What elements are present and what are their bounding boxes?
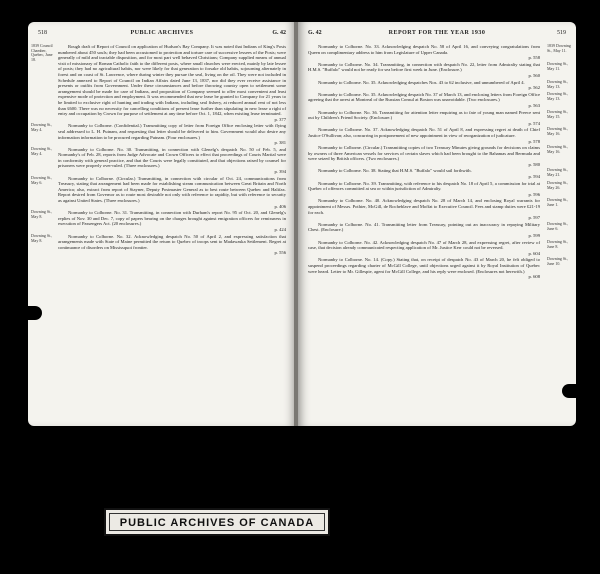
entry-margin-note: Downing St., June 6. — [547, 221, 569, 231]
entry-text: Normanby to Colborne. (Confidential.) Transmitting copy of letter from Foreign Office enclosing letter with flying seal addressed to L. H. Putnam, and requesting that letter should be delivered to him. Government would also desire any information information to be procured regarding Putnam. (Four enclosures.) — [58, 123, 286, 140]
binding-hole — [562, 384, 576, 398]
archive-entry — [308, 80, 540, 91]
archive-entry — [308, 145, 540, 167]
entry-page-ref: p. 562 — [528, 85, 540, 91]
entry-margin-note: Downing St., May 4. — [31, 146, 53, 156]
entry-text: Normanby to Colborne. No. 37. Acknowledging despatch No. 51 of April 8, and expressing regret at death of Chief Justice O'Sullivan; also, concurring in postponement of new appointment in view of reorganization of judicature. — [308, 127, 540, 138]
entry-page-ref: p. 578 — [528, 138, 540, 144]
entry-margin-note: Downing St., May 15. — [547, 109, 569, 119]
archive-entry — [58, 210, 286, 232]
archive-entry — [308, 62, 540, 79]
entry-margin-note: Downing St., May 16. — [547, 144, 569, 154]
entry-page-ref: p. 599 — [528, 233, 540, 238]
archive-entry — [58, 44, 286, 122]
book-spread — [28, 22, 576, 426]
entry-margin-note: 1839 Downing St., May 11. — [547, 43, 571, 53]
entry-text: Normanby to Colborne. (Circular.) Transmitting, in connection with circular of Oct. 24, communications from Treasury, stating that arrangement had been made for establishing steam communication between Great Britain and North America; also, extract from report of Stayner, Deputy Postmaster General as to best route between Quebec and Halifax. Report desired from Governor as to route most desirable not only with reference to rapidity, but with reference to security as against United States. (Three enclosures.) — [58, 175, 286, 204]
archive-entry — [308, 92, 540, 109]
entry-page-ref: p. 556 — [274, 250, 286, 256]
binding-hole — [28, 306, 42, 320]
entry-text: Normanby to Colborne. No. 38. Stating that H.M.S. "Buffalo" would sail forthwith. — [318, 168, 472, 174]
entry-margin-note: Downing St., May 4. — [31, 122, 53, 132]
entry-text: Normanby to Colborne. No. 32. Acknowledging despatch No. 50 of April 2, and expressing satisfaction that arrangements made with State of Maine permitted the return to Quebec of troops sent to Madawaska Settlement. Regret at continuance of disorders on Mississquoi frontier. — [58, 233, 286, 250]
entry-margin-note: Downing St., May 21. — [547, 167, 569, 177]
entry-margin-note: Downing St., June 1. — [547, 197, 569, 207]
entry-margin-note: Downing St., May 16. — [547, 126, 569, 136]
entry-page-ref: p. 580 — [528, 161, 540, 167]
archive-entry — [308, 44, 540, 61]
entry-text: Normanby to Colborne. No. 30. Transmitting, in connection with Glenelg's despatch No. 50 of Feb. 5, and Normanby's of Feb. 28, reports from Judge Advocate and Crown Officers to effect that proceedings of Courts Martial were in conformity with general practice, and that the Courts were legally constituted, and that objections raised by counsel for prisoners were properly over-ruled. (Three enclosures.) — [58, 146, 286, 169]
entry-page-ref: p. 377 — [274, 116, 286, 122]
left-page-number: 518 — [38, 30, 47, 36]
entry-page-ref: p. 424 — [274, 227, 286, 232]
right-running-title: REPORT FOR THE YEAR 1930 — [388, 30, 486, 36]
archive-entry — [308, 110, 540, 127]
entry-text: Normanby to Colborne. No. 39. Transmitting, with reference to his despatch No. 18 of April 5, a commission for trial at Quebec of offences committed at sea or within jurisdiction of Admiralty. — [308, 180, 540, 192]
entry-page-ref: p. 594 — [528, 174, 540, 180]
entry-text: Normanby to Colborne. No. 41. Transmitting letter from Treasury, pointing out an inaccuracy in repaying Military Chest. (Enclosure.) — [308, 221, 540, 233]
entry-margin-note: Downing St., May 13. — [547, 79, 569, 89]
entry-text: Normanby to Colborne. No. 36. Transmitting for attention letter enquiring as to fate of young man named Preece sent out by Children's Friend Society. (Enclosure.) — [308, 109, 540, 121]
left-running-title: PUBLIC ARCHIVES — [130, 30, 194, 36]
archive-entry — [308, 240, 540, 257]
entry-page-ref: p. 574 — [528, 120, 540, 126]
entry-text: Normanby to Colborne. No. 31. Transmitting, in connection with Durham's report No. 95 of Oct. 20, and Glenelg's replies of Nov. 30 and Dec. 7, copy of papers bearing on the charges brought against emigration officers for remissness in execution of Passengers Act. (20 enclosures.) — [58, 210, 286, 227]
entry-margin-note: Downing St., May 8. — [31, 209, 53, 219]
entry-text: Normanby to Colborne. No. 35. Acknowledging despatch No. 37 of March 13, and enclosing letters from Foreign Office agreeing that the arrest at Montreal of the Russian Consul at Boston was unavoidable. (Two enclosures.) — [308, 91, 540, 103]
archive-entry — [58, 234, 286, 256]
entry-margin-note: Downing St., May 26. — [547, 180, 569, 190]
entry-text: Normanby to Colborne. No. 14. (Copy.) Stating that, on receipt of despatch No. 43 of March 20, he felt obliged to suspend proceedings regarding charter of McGill College, until objections urged against it by Royal Institution of Quebec were heard. Letter to Mr. Gillespie, agent for McGill College, and his reply were enclosed. (Enclosures not herewith.) — [308, 257, 540, 274]
entry-margin-note: Downing St., June 8. — [547, 239, 569, 249]
archive-entry — [58, 147, 286, 175]
archive-entry — [308, 222, 540, 239]
left-page — [28, 22, 296, 426]
entry-margin-note: 1839 Council Chamber, Quebec, June 18. — [31, 43, 53, 62]
entry-margin-note: Downing St., May 6. — [31, 175, 53, 185]
archive-entry — [58, 176, 286, 210]
archive-entry — [308, 198, 540, 220]
entry-text: Normanby to Colborne. No. 34. Transmitting, in connection with despatch No. 22, letter from Admiralty stating that H.M.S. "Buffalo" would not be ready for sea before first week in June. (Enclosure.) — [308, 61, 540, 73]
left-page-header — [38, 30, 286, 40]
entry-page-ref: p. 596 — [528, 191, 540, 197]
archives-banner-text: PUBLIC ARCHIVES OF CANADA — [109, 513, 325, 531]
entry-page-ref: p. 394 — [274, 169, 286, 175]
entry-page-ref: p. 604 — [528, 250, 540, 256]
entry-margin-note: Downing St., May 8. — [31, 233, 53, 243]
entry-text: Normanby to Colborne. (Circular.) Transmitting copies of two Treasury Minutes giving grounds for decisions on claims by owners of three American vessels for services of certain slaves which had been brought to the Bahamas and Bermuda and were seized by British officers. (Two enclosures.) — [308, 145, 540, 162]
entry-page-ref: p. 608 — [528, 274, 540, 280]
archive-entry — [308, 181, 540, 198]
entry-text: Normanby to Colborne. No. 35. Acknowledging despatches Nos. 43 to 62 inclusive, and unnumbered of April 4. — [318, 79, 525, 85]
archive-entry — [308, 127, 540, 144]
entry-page-ref: p. 381 — [274, 140, 286, 146]
entry-text: Rough draft of Report of Council on application of Hudson's Bay Company. It was noted that Indians of King's Posts numbered about 450 souls; they had been accustomed to protection and torture care of successive lessees of the Posts; were generally of mild and tractable disposition, and for most part well behaved Christians; Company supplied means of annual visit of missionary of Roman Catholic faith to the different posts, where small churches were erected, mainly by late lessee of posts; they had no agricultural habits, nor were likely for that generation to forsake old habits, sojourning alternately in forest and on coast of St. Lawrence, where during winter they pursue the seal, living on the oil. They were not included in Schedule annexed to Report of Council on Indian Affairs dated June 13, 1837, nor did they ever receive assistance in presents or outfits from Government. Under these circumstances and before throwing country open to settlement some arrangement should be made for care of Indians, and proposition of Company seemed to offer most convenient and least expensive mode of protection and employment. It was recommended that new lease be granted to Company for 21 years to be limited to exclusive right of hunting and trading with Indians, including seal fishery, at reduced annual rent of not less than £600. There was no necessity for cancelling conditions of present lease further than stipulating in new lease a right of entry and occupation by Crown for purpose of settlement at any time before Oct. 1, 1842, when existing lease terminated. — [58, 44, 286, 117]
entry-margin-note: Downing St., May 13. — [547, 91, 569, 101]
archives-banner — [104, 508, 330, 536]
right-volume-label: G. 42 — [308, 30, 322, 36]
right-page — [298, 22, 576, 426]
entry-text: Normanby to Colborne. No. 40. Acknowledging despatch No. 28 of March 14, and enclosing Royal warrants for appointment of Messrs. Pothier, McGill, de Rocheblave and Moffat to Executive Council. Fees and stamp duties were £21-19 for each. — [308, 198, 540, 215]
entry-page-ref: p. 563 — [528, 102, 540, 108]
right-page-number: 519 — [557, 30, 566, 36]
left-volume-label: G. 42 — [272, 30, 286, 36]
right-page-header — [308, 30, 566, 40]
right-page-body — [308, 44, 540, 418]
left-page-body — [58, 44, 286, 418]
entry-page-ref: p. 406 — [274, 203, 286, 209]
entry-page-ref: p. 560 — [528, 72, 540, 78]
archive-entry — [58, 123, 286, 145]
entry-text: Normanby to Colborne. No. 33. Acknowledging despatch No. 58 of April 16, and conveying congratulations from Queen on complimentary address to him from Legislature of Upper Canada. — [308, 44, 540, 55]
archive-entry — [308, 257, 540, 279]
entry-margin-note: Downing St., June 10. — [547, 256, 569, 266]
entry-text: Normanby to Colborne. No. 42. Acknowledging despatch No. 47 of March 28, and expressing regret, after review of case, that decision already communicated respecting application of Mr. Justice Kerr could not be reversed. — [308, 239, 540, 251]
entry-margin-note: Downing St., May 11. — [547, 61, 569, 71]
entry-page-ref: p. 597 — [528, 215, 540, 221]
entry-page-ref: p. 558 — [528, 55, 540, 61]
archive-entry — [308, 168, 540, 179]
